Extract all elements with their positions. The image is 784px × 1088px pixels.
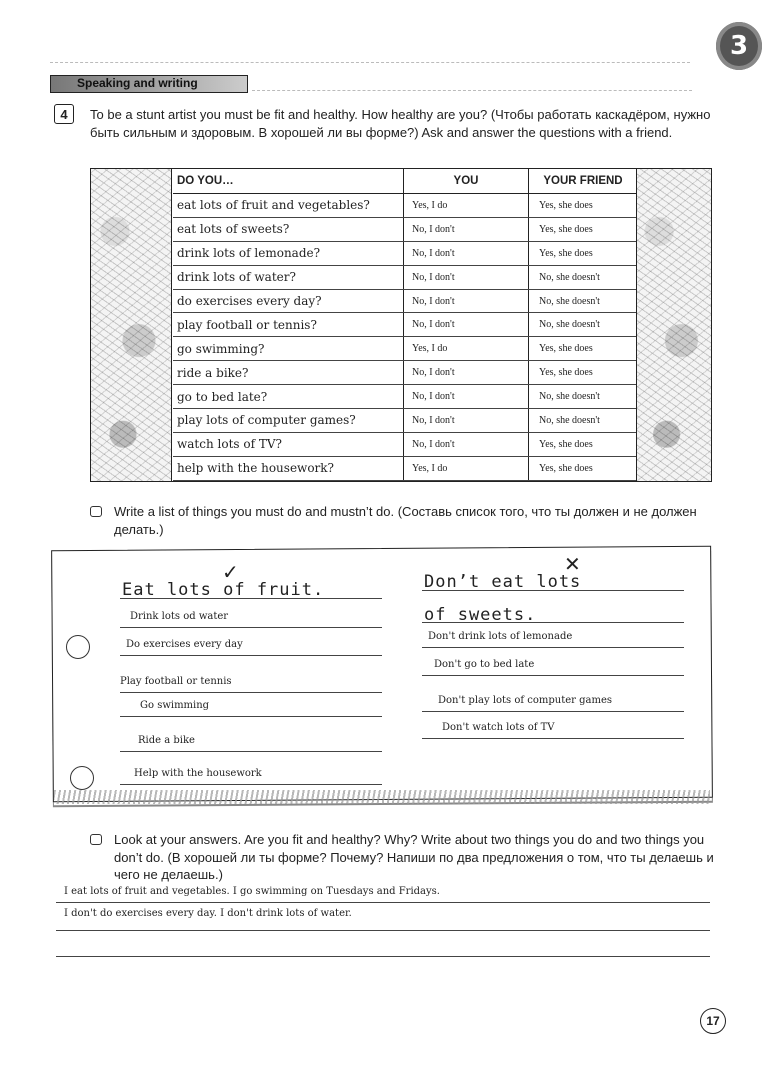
question-cell: drink lots of lemonade? [173, 241, 404, 265]
answer-line-1: I eat lots of fruit and vegetables. I go swimming on Tuesdays and Fridays. [64, 886, 440, 897]
question-cell: watch lots of TV? [173, 432, 404, 456]
section-title: Speaking and writing [77, 76, 198, 90]
you-answer-cell: No, I don't [404, 313, 529, 337]
mustnt-example-line1: Don’t eat lots [424, 572, 582, 592]
binder-hole [66, 635, 90, 659]
you-answer-cell: Yes, I do [404, 456, 529, 480]
writing-line [422, 590, 684, 591]
you-answer-cell: No, I don't [404, 217, 529, 241]
cross-mark-icon: ✕ [564, 552, 581, 576]
mustnt-example-line2: of sweets. [424, 605, 537, 625]
answer-line-2: I don't do exercises every day. I don't drink lots of water. [64, 908, 352, 919]
section-title-bar [50, 75, 248, 93]
list-item: Don't drink lots of lemonade [428, 631, 573, 642]
friend-answer-cell: Yes, she does [529, 456, 638, 480]
writing-line [56, 902, 710, 903]
health-survey-table [90, 168, 712, 482]
you-answer-cell: No, I don't [404, 385, 529, 409]
table-row [173, 385, 637, 409]
question-cell: eat lots of fruit and vegetables? [173, 194, 404, 218]
exercise3-instruction: Look at your answers. Are you fit and healthy? Why? Write about two things you do and two things you don’t do. (В хорошей ли ты форме? Почему? Напиши по два предложения о том, что ты делаешь и чего не делаешь.) [114, 832, 714, 882]
friend-answer-cell: No, she doesn't [529, 265, 638, 289]
friend-answer-cell: No, she doesn't [529, 409, 638, 433]
you-answer-cell: No, I don't [404, 241, 529, 265]
page-number [700, 1008, 726, 1034]
writing-line [56, 930, 710, 931]
question-cell: play football or tennis? [173, 313, 404, 337]
table-row [173, 289, 637, 313]
writing-line [120, 716, 382, 717]
question-cell: go to bed late? [173, 385, 404, 409]
question-cell: do exercises every day? [173, 289, 404, 313]
table-row [173, 217, 637, 241]
table-row [173, 194, 637, 218]
notebook-torn-edge [54, 790, 710, 804]
unit-number: 3 [729, 31, 749, 61]
writing-line [120, 784, 382, 785]
friend-answer-cell: Yes, she does [529, 241, 638, 265]
writing-line [422, 711, 684, 712]
table-row [173, 241, 637, 265]
list-item: Help with the housework [134, 768, 262, 779]
friend-answer-cell: No, she doesn't [529, 313, 638, 337]
question-cell: drink lots of water? [173, 265, 404, 289]
list-item: Ride a bike [138, 735, 195, 746]
exercise-bullet-icon [90, 834, 102, 845]
writing-line [120, 627, 382, 628]
question-cell: ride a bike? [173, 361, 404, 385]
header-dotted-line [50, 62, 690, 63]
fruit-vegetables-illustration [91, 169, 172, 481]
you-answer-cell: No, I don't [404, 289, 529, 313]
writing-line [422, 622, 684, 623]
you-answer-cell: No, I don't [404, 361, 529, 385]
you-answer-cell: No, I don't [404, 409, 529, 433]
table-row [173, 432, 637, 456]
question-cell: go swimming? [173, 337, 404, 361]
binder-hole [70, 766, 94, 790]
friend-answer-cell: Yes, she does [529, 432, 638, 456]
question-cell: help with the housework? [173, 456, 404, 480]
exercise-bullet-icon [90, 506, 102, 517]
question-cell: eat lots of sweets? [173, 217, 404, 241]
question-table [173, 169, 637, 481]
writing-line [120, 655, 382, 656]
writing-line [120, 598, 382, 599]
table-header-row [173, 169, 637, 194]
friend-answer-cell: No, she doesn't [529, 385, 638, 409]
list-item: Drink lots od water [130, 611, 229, 622]
unit-badge [716, 22, 762, 70]
page-number-text: 17 [706, 1014, 720, 1028]
list-item: Play football or tennis [120, 676, 232, 687]
you-answer-cell: Yes, I do [404, 194, 529, 218]
table-row [173, 313, 637, 337]
you-answer-cell: Yes, I do [404, 337, 529, 361]
header-your-friend: YOUR FRIEND [529, 169, 638, 194]
list-item: Don't play lots of computer games [438, 695, 612, 706]
writing-line [422, 647, 684, 648]
header-do-you: DO YOU… [173, 169, 404, 194]
question-cell: play lots of computer games? [173, 409, 404, 433]
writing-line [120, 692, 382, 693]
task-instruction: To be a stunt artist you must be fit and healthy. How healthy are you? (Чтобы работать каскадёром, нужно быть сильным и здоровым. В хорошей ли вы форме?) Ask and answer the questions with a friend. [90, 107, 711, 140]
writing-line [120, 751, 382, 752]
friend-answer-cell: Yes, she does [529, 361, 638, 385]
you-answer-cell: No, I don't [404, 265, 529, 289]
task-number [54, 104, 74, 124]
sports-computer-illustration [636, 169, 711, 481]
table-row [173, 337, 637, 361]
exercise2-instruction: Write a list of things you must do and mustn’t do. (Составь список того, что ты должен и не должен делать.) [114, 504, 697, 537]
header-dotted-line-2 [252, 90, 692, 91]
list-item: Don't watch lots of TV [442, 722, 555, 733]
must-example: Eat lots of fruit. [122, 580, 325, 600]
check-mark-icon: ✓ [222, 560, 239, 584]
friend-answer-cell: Yes, she does [529, 337, 638, 361]
table-row [173, 361, 637, 385]
writing-line [56, 956, 710, 957]
header-you: YOU [404, 169, 529, 194]
writing-line [422, 738, 684, 739]
writing-line [422, 675, 684, 676]
table-row [173, 265, 637, 289]
table-row [173, 409, 637, 433]
list-item: Go swimming [140, 700, 210, 711]
task-number-text: 4 [60, 106, 68, 122]
friend-answer-cell: Yes, she does [529, 194, 638, 218]
list-item: Do exercises every day [126, 639, 243, 650]
friend-answer-cell: No, she doesn't [529, 289, 638, 313]
table-row [173, 456, 637, 480]
list-item: Don't go to bed late [434, 659, 535, 670]
friend-answer-cell: Yes, she does [529, 217, 638, 241]
you-answer-cell: No, I don't [404, 432, 529, 456]
